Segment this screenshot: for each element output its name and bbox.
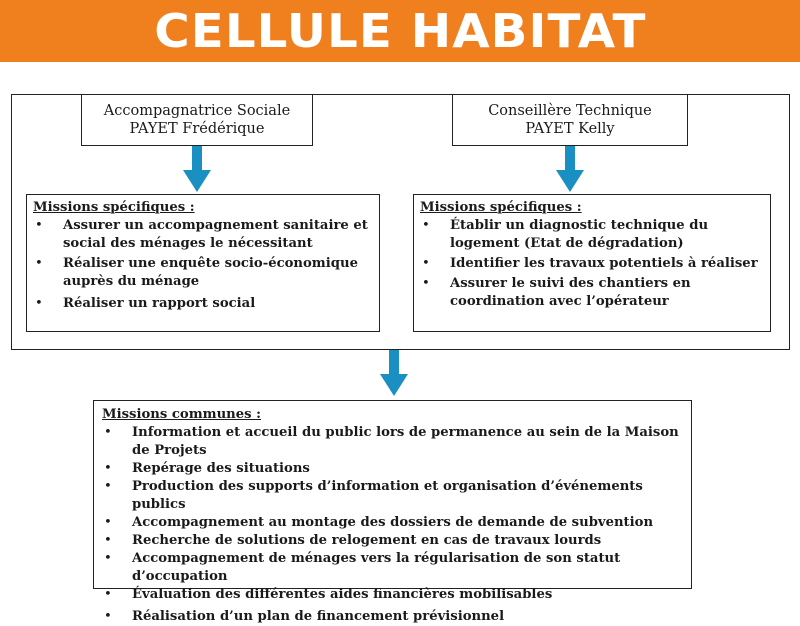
list-item: • Évaluation des différentes aides financières mobilisables xyxy=(102,586,683,604)
title-banner xyxy=(0,0,800,62)
missions-title: Missions communes : xyxy=(102,407,262,422)
role-name-social: PAYET Frédérique xyxy=(129,121,265,137)
list-item: • Assurer le suivi des chantiers en coordination avec l’opérateur xyxy=(420,275,764,311)
list-item: • Identifier les travaux potentiels à réaliser xyxy=(420,255,764,273)
role-title-technical: Conseillère Technique xyxy=(488,103,652,119)
list-item: • Réalisation d’un plan de financement prévisionnel xyxy=(102,608,683,626)
missions-box-social xyxy=(26,194,380,332)
missions-title: Missions spécifiques : xyxy=(420,200,582,215)
list-item: • Accompagnement de ménages vers la régularisation de son statut d’occupation xyxy=(102,550,683,586)
arrow-down-icon xyxy=(380,350,408,398)
missions-box-common xyxy=(93,400,692,624)
list-item: • Production des supports d’information et organisation d’événements publics xyxy=(102,478,683,514)
missions-box-technical xyxy=(413,194,771,332)
role-name-technical: PAYET Kelly xyxy=(525,121,615,137)
list-item: • Recherche de solutions de relogement en cas de travaux lourds xyxy=(102,532,683,550)
list-item: • Repérage des situations xyxy=(102,460,683,478)
list-item: • Établir un diagnostic technique du logement (Etat de dégradation) xyxy=(420,217,764,253)
list-item: • Réaliser un rapport social xyxy=(33,295,373,313)
list-item: • Assurer un accompagnement sanitaire et social des ménages le nécessitant xyxy=(33,217,373,253)
role-title-social: Accompagnatrice Sociale xyxy=(103,103,291,119)
missions-title: Missions spécifiques : xyxy=(33,200,195,215)
role-box-technical xyxy=(452,94,688,146)
list-item: • Accompagnement au montage des dossiers de demande de subvention xyxy=(102,514,683,532)
role-box-social xyxy=(81,94,313,146)
arrow-down-icon xyxy=(183,146,211,194)
arrow-down-icon xyxy=(556,146,584,194)
list-item: • Information et accueil du public lors de permanence au sein de la Maison de Projets xyxy=(102,424,683,460)
page-title: CELLULE HABITAT xyxy=(153,4,647,58)
list-item: • Réaliser une enquête socio-économique auprès du ménage xyxy=(33,255,373,291)
